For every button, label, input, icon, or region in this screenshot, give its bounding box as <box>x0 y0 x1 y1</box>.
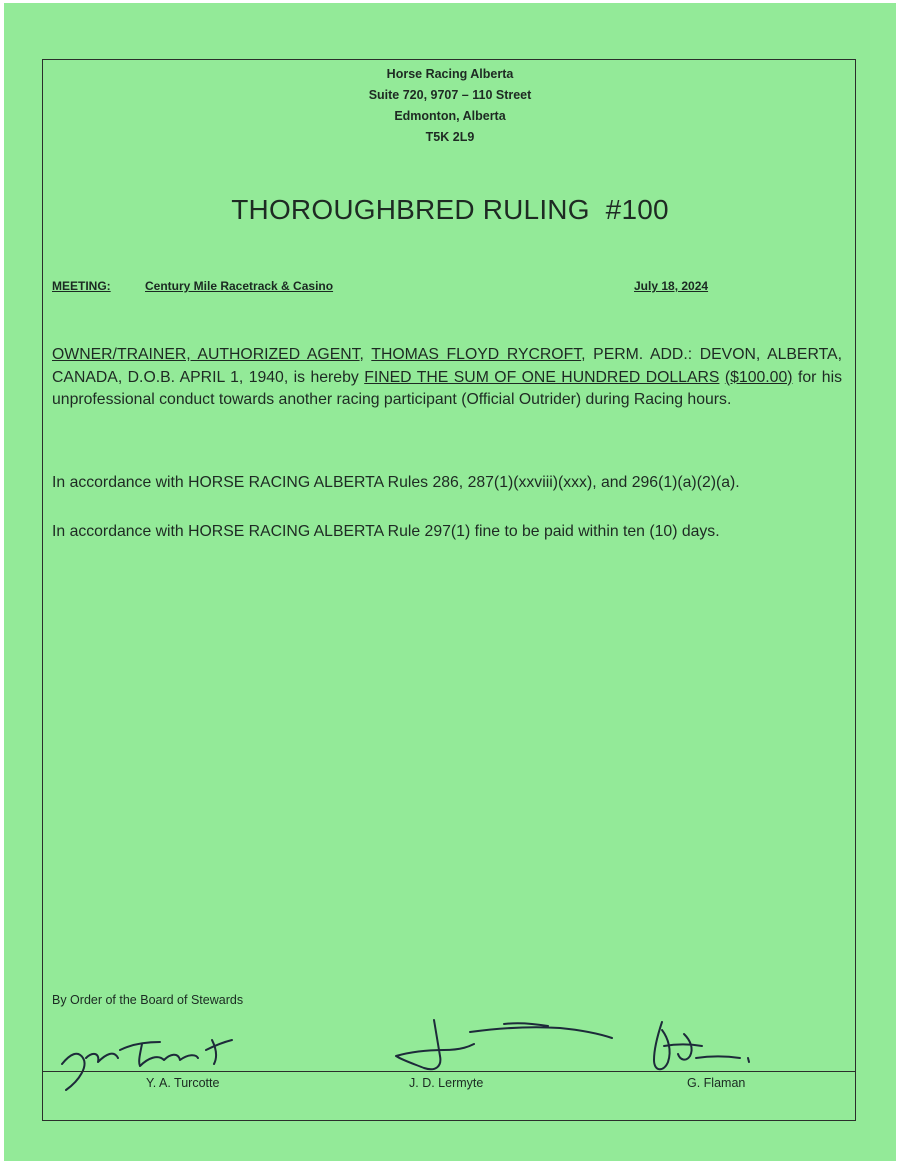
ruling-role: OWNER/TRAINER, AUTHORIZED AGENT <box>52 346 360 363</box>
address-postal-code: T5K 2L9 <box>425 130 475 144</box>
letterhead <box>0 64 900 148</box>
meeting-date: July 18, 2024 <box>634 279 709 293</box>
ruling-paragraph <box>52 344 842 412</box>
address-street: Suite 720, 9707 – 110 Street <box>368 88 532 102</box>
meeting-label: MEETING: <box>52 279 111 293</box>
ruling-details: , PERM. ADD.: DEVON, ALBERTA, CANADA, D.O.B. APRIL 1, 1940, is hereby <box>52 346 842 386</box>
ruling-title: THOROUGHBRED RULING #100 <box>231 194 669 225</box>
address-city: Edmonton, Alberta <box>394 109 506 123</box>
meeting-row <box>52 279 840 297</box>
ruling-reason: for his unprofessional conduct towards another racing participant (Official Outrider) during Racing hours. <box>52 368 842 408</box>
ruling-separator: , <box>359 346 372 363</box>
ruling-person-name: THOMAS FLOYD RYCROFT <box>371 346 582 363</box>
board-order-text: By Order of the Board of Stewards <box>52 993 244 1007</box>
rules-paragraph: In accordance with HORSE RACING ALBERTA Rules 286, 287(1)(xxviii)(xxx), and 296(1)(a)(2)(a). <box>52 474 740 491</box>
ruling-fine: FINED THE SUM OF ONE HUNDRED DOLLARS <box>364 368 720 386</box>
meeting-venue: Century Mile Racetrack & Casino <box>145 279 334 293</box>
ruling-fine-amount: ($100.00) <box>724 368 793 386</box>
steward-name-flaman: G. Flaman <box>687 1076 746 1090</box>
signature-line <box>42 1071 856 1072</box>
organization-name: Horse Racing Alberta <box>386 67 514 81</box>
payment-paragraph: In accordance with HORSE RACING ALBERTA Rule 297(1) fine to be paid within ten (10) days. <box>52 523 720 540</box>
steward-name-turcotte: Y. A. Turcotte <box>146 1076 220 1090</box>
steward-name-lermyte: J. D. Lermyte <box>409 1076 484 1090</box>
